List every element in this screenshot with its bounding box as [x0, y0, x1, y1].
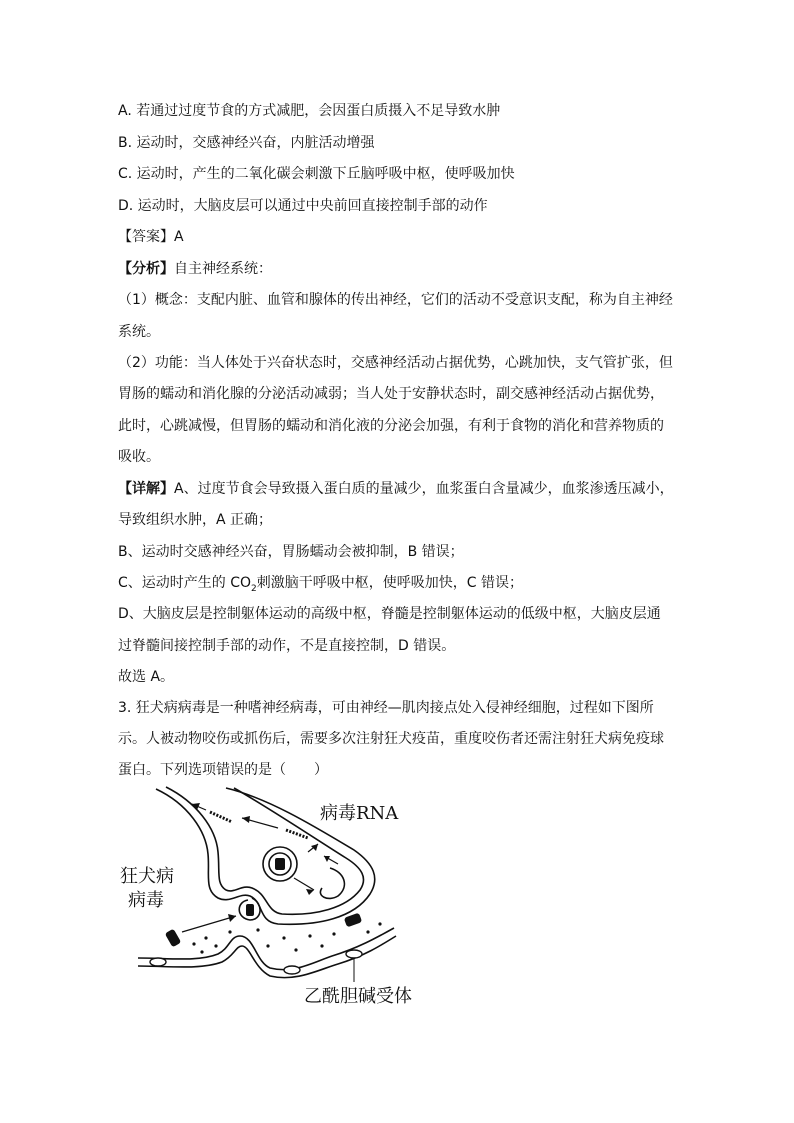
- option-a: A. 若通过过度节食的方式减肥，会因蛋白质摄入不足导致水肿: [118, 103, 501, 119]
- label-rabies-virus-2: 病毒: [128, 890, 164, 911]
- analysis-concept-line-1: （1）概念：支配内脏、血管和腺体的传出神经，它们的活动不受意识支配，称为自主神经: [118, 292, 673, 308]
- arrowhead: [242, 816, 250, 823]
- detail-line-d2: 过脊髓间接控制手部的动作，不是直接控制，D 错误。: [118, 638, 456, 654]
- arrowhead: [228, 914, 236, 922]
- analysis-function-line-1: （2）功能：当人体处于兴奋状态时，交感神经活动占据优势，心跳加快，支气管扩张，但: [118, 355, 673, 371]
- virus-particle: [275, 858, 285, 870]
- arrowhead: [311, 844, 318, 851]
- detail-a-text: A、过度节食会导致摄入蛋白质的量减少，血浆蛋白含量减少，血浆渗透压减小，: [174, 481, 674, 497]
- receptor: [284, 966, 300, 974]
- receptor: [346, 950, 362, 958]
- question3-line-3: 蛋白。下列选项错误的是（ ）: [118, 762, 328, 778]
- analysis-function-line-4: 吸收。: [118, 449, 160, 465]
- label-acetylcholine-receptor: 乙酰胆碱受体: [304, 986, 412, 1007]
- answer-tag: 【答案】: [118, 229, 174, 245]
- arrow-budding: [294, 878, 314, 890]
- detail-c-sub: 2: [251, 583, 257, 594]
- analysis-concept-line-2: 系统。: [118, 324, 160, 340]
- receptor: [150, 958, 166, 966]
- detail-line-a2: 导致组织水肿，A 正确；: [118, 512, 273, 528]
- detail-line-b: B、运动时交感神经兴奋，胃肠蠕动会被抑制，B 错误；: [118, 544, 464, 560]
- virus-particle: [165, 929, 182, 948]
- detail-line-d1: D、大脑皮层是控制躯体运动的高级中枢，脊髓是控制躯体运动的低级中枢，大脑皮层通: [118, 606, 661, 622]
- analysis-heading: [118, 259, 272, 279]
- detail-tag: 【详解】: [118, 481, 174, 497]
- analysis-function-line-3: 此时，心跳减慢，但胃肠的蠕动和消化液的分泌会加强，有利于食物的消化和营养物质的: [118, 418, 664, 434]
- detail-line-a1: [118, 479, 674, 499]
- option-d: D. 运动时，大脑皮层可以通过中央前回直接控制手部的动作: [118, 198, 488, 214]
- option-c: C. 运动时，产生的二氧化碳会刺激下丘脑呼吸中枢，使呼吸加快: [118, 166, 515, 182]
- rabies-virus-diagram: [118, 786, 438, 1011]
- arrow-virus-to-terminal: [182, 916, 236, 932]
- option-b: B. 运动时，交感神经兴奋，内脏活动增强: [118, 135, 375, 151]
- analysis-title: 自主神经系统：: [174, 261, 272, 277]
- rna-strand: [210, 812, 232, 822]
- arrowheads: [192, 803, 330, 922]
- detail-c-post: 刺激脑干呼吸中枢，使呼吸加快，C 错误；: [256, 575, 523, 591]
- c-vesicle: [320, 868, 344, 898]
- analysis-tag: 【分析】: [118, 261, 174, 277]
- virus-particle: [246, 904, 254, 916]
- arrowhead: [306, 889, 314, 895]
- detail-conclusion: 故选 A。: [118, 669, 175, 685]
- detail-c-pre: C、运动时产生的 CO: [118, 575, 252, 591]
- question3-line-1: 3. 狂犬病病毒是一种嗜神经病毒，可由神经—肌肉接点处入侵神经细胞，过程如下图所: [118, 700, 654, 716]
- answer-value: A: [174, 229, 184, 245]
- virus-particle: [344, 913, 362, 928]
- label-virus-rna: 病毒RNA: [320, 803, 399, 824]
- analysis-function-line-2: 胃肠的蠕动和消化腺的分泌活动减弱；当人处于安静状态时，副交感神经活动占据优势，: [118, 386, 664, 402]
- detail-line-c: [118, 573, 523, 593]
- question3-line-2: 示。人被动物咬伤或抓伤后，需要多次注射狂犬疫苗，重度咬伤者还需注射狂犬病免疫球: [118, 731, 664, 747]
- label-rabies-virus-1: 狂犬病: [120, 866, 174, 887]
- answer-line: [118, 227, 184, 247]
